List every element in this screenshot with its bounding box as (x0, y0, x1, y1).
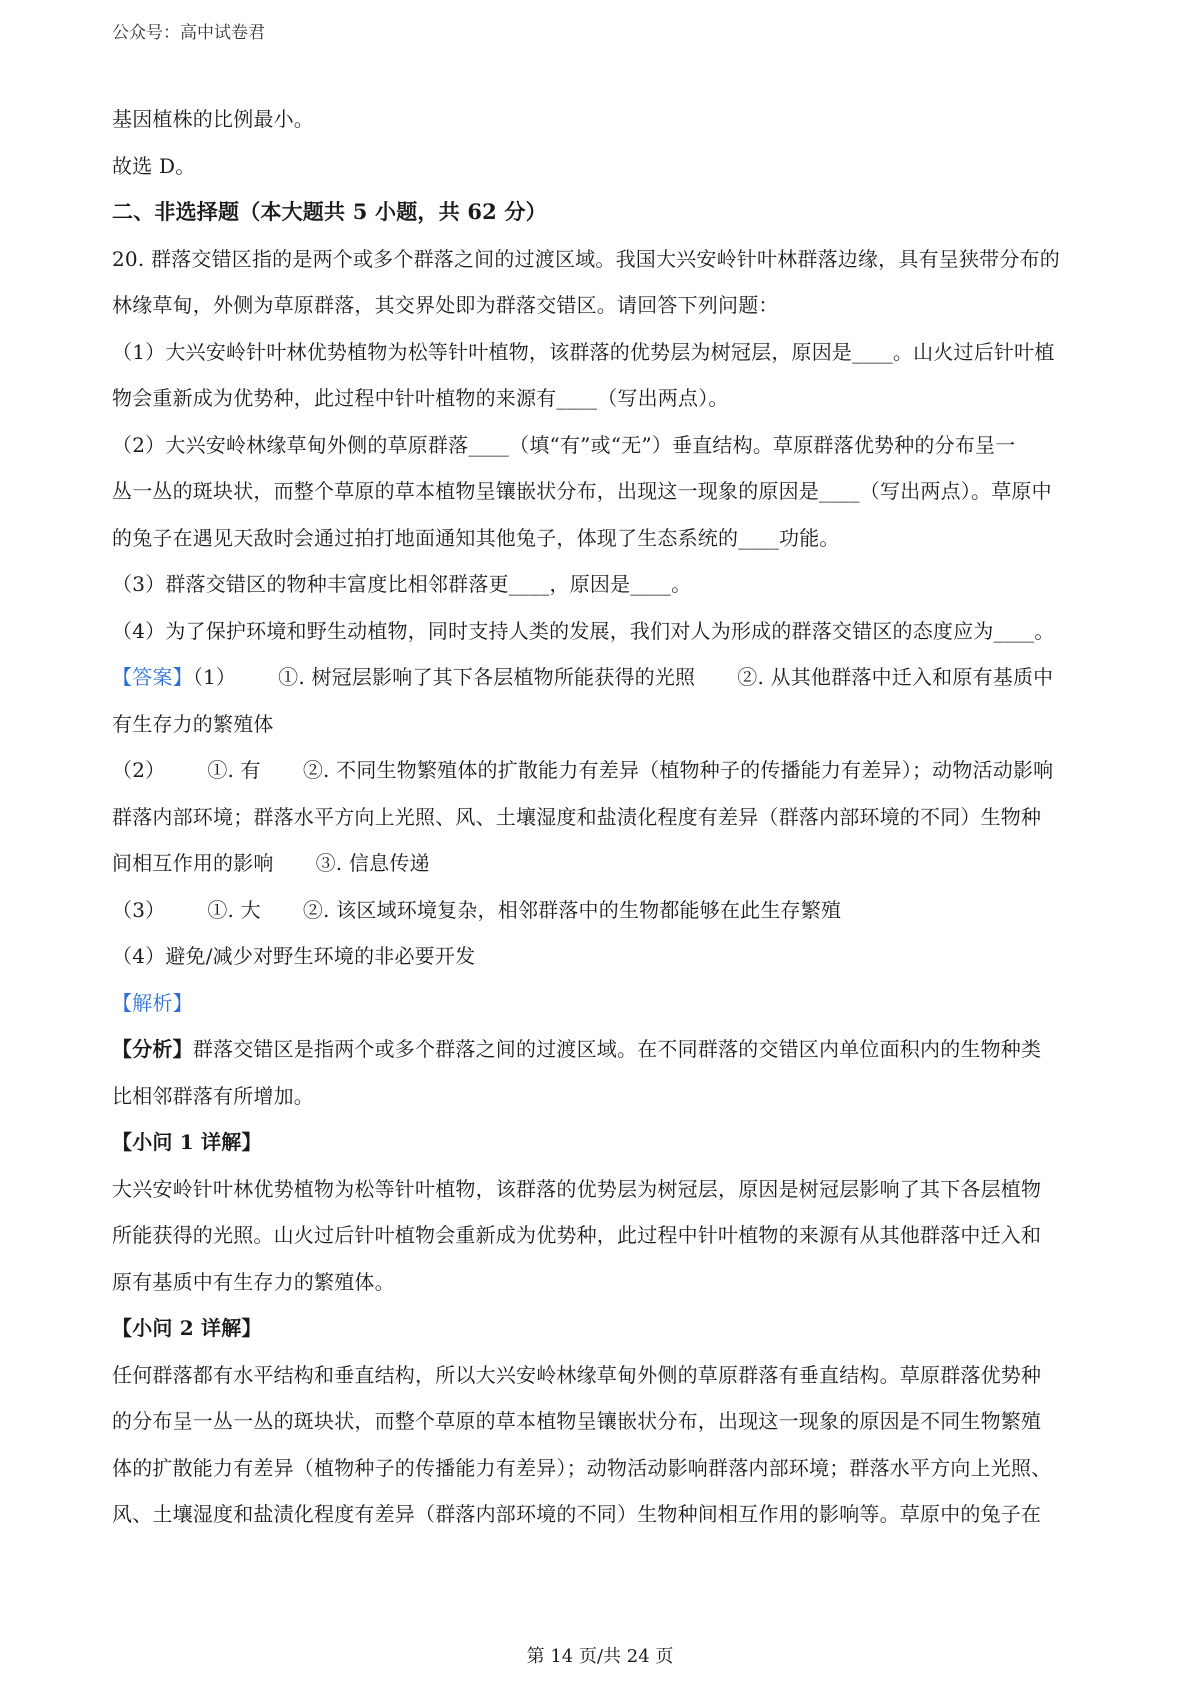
analysis-line: 体的扩散能力有差异（植物种子的传播能力有差异）；动物活动影响群落内部环境；群落水平方向上光照、 (112, 1455, 1052, 1480)
answer-label: 【答案】 (112, 665, 193, 689)
analysis-label: 【解析】 (112, 990, 193, 1015)
answer-line-2 (112, 747, 1100, 794)
section-heading: 二、非选择题（本大题共 5 小题，共 62 分） (112, 199, 547, 224)
text-line: 基因植株的比例最小。 (112, 107, 314, 131)
question-text: 林缘草甸，外侧为草原群落，其交界处即为群落交错区。请回答下列问题： (112, 293, 779, 317)
sub-question-1-cont: 物会重新成为优势种，此过程中针叶植物的来源有____（写出两点）。 (112, 386, 729, 410)
fenxi-label: 【分析】 (112, 1037, 193, 1061)
sub-question-2: （2）大兴安岭林缘草甸外侧的草原群落____（填“有”或“无”）垂直结构。草原群落优势种的分布呈一 (112, 432, 1016, 457)
question-text: 20. 群落交错区指的是两个或多个群落之间的过渡区域。我国大兴安岭针叶林群落边缘，具有呈狭带分布的 (112, 246, 1060, 271)
answer-item: ②. 从其他群落中迁入和原有基质中 (737, 665, 1054, 689)
analysis-line: 所能获得的光照。山火过后针叶植物会重新成为优势种，此过程中针叶植物的来源有从其他群落中迁入和 (112, 1223, 1042, 1247)
answer-item: ①. 大 (207, 897, 261, 922)
answer-item: ②. 该区域环境复杂，相邻群落中的生物都能够在此生存繁殖 (302, 897, 842, 922)
analysis-line: 风、土壤湿度和盐渍化程度有差异（群落内部环境的不同）生物种间相互作用的影响等。草原中的兔子在 (112, 1502, 1042, 1526)
sub-question-2-cont: 丛一丛的斑块状，而整个草原的草本植物呈镶嵌状分布，出现这一现象的原因是____（写出两点）。草原中 (112, 479, 1052, 503)
answer-num: （1） (192, 665, 237, 689)
sub-question-4: （4）为了保护环境和野生动植物，同时支持人类的发展，我们对人为形成的群落交错区的态度应为____。 (112, 618, 1055, 643)
sub-question-3: （3）群落交错区的物种丰富度比相邻群落更____，原因是____。 (112, 572, 692, 596)
answer-cont: 有生存力的繁殖体 (112, 711, 274, 736)
answer-item: ①. 树冠层影响了其下各层植物所能获得的光照 (278, 665, 696, 689)
answer-line-3 (112, 887, 1100, 934)
analysis-line (112, 1026, 1100, 1073)
sub-question-1: （1）大兴安岭针叶林优势植物为松等针叶植物，该群落的优势层为树冠层，原因是____。山火过后针叶植 (112, 339, 1055, 364)
sub-heading-2: 【小问 2 详解】 (112, 1316, 262, 1340)
analysis-line: 大兴安岭针叶林优势植物为松等针叶植物，该群落的优势层为树冠层，原因是树冠层影响了其下各层植物 (112, 1176, 1042, 1201)
answer-line-1 (112, 654, 1100, 701)
answer-cont: 群落内部环境；群落水平方向上光照、风、土壤湿度和盐渍化程度有差异（群落内部环境的不同）生物种 (112, 804, 1042, 829)
answer-item: ①. 有 (207, 758, 261, 782)
text-line: 故选 D。 (112, 153, 196, 178)
answer-line-4: （4）避免/减少对野生环境的非必要开发 (112, 944, 476, 968)
page-header: 公众号：高中试卷君 (112, 23, 265, 43)
analysis-line: 的分布呈一丛一丛的斑块状，而整个草原的草本植物呈镶嵌状分布，出现这一现象的原因是不同生物繁殖 (112, 1409, 1042, 1433)
analysis-line: 比相邻群落有所增加。 (112, 1083, 314, 1108)
fenxi-text: 群落交错区是指两个或多个群落之间的过渡区域。在不同群落的交错区内单位面积内的生物种类 (192, 1037, 1042, 1061)
answer-num: （3） (112, 897, 166, 922)
page-number: 第 14 页/共 24 页 (526, 1646, 674, 1667)
sub-heading-1: 【小问 1 详解】 (112, 1130, 262, 1154)
sub-question-2-cont: 的兔子在遇见天敌时会通过拍打地面通知其他兔子，体现了生态系统的____功能。 (112, 525, 840, 550)
document-body (112, 96, 1100, 1538)
answer-num: （2） (112, 758, 166, 782)
analysis-line: 原有基质中有生存力的繁殖体。 (112, 1269, 395, 1294)
answer-item: ③. 信息传递 (315, 851, 430, 875)
analysis-line: 任何群落都有水平结构和垂直结构，所以大兴安岭林缘草甸外侧的草原群落有垂直结构。草原群落优势种 (112, 1362, 1042, 1387)
answer-item: 间相互作用的影响 (112, 851, 274, 875)
answer-cont (112, 840, 1100, 887)
answer-item: ②. 不同生物繁殖体的扩散能力有差异（植物种子的传播能力有差异）；动物活动影响 (302, 758, 1054, 782)
